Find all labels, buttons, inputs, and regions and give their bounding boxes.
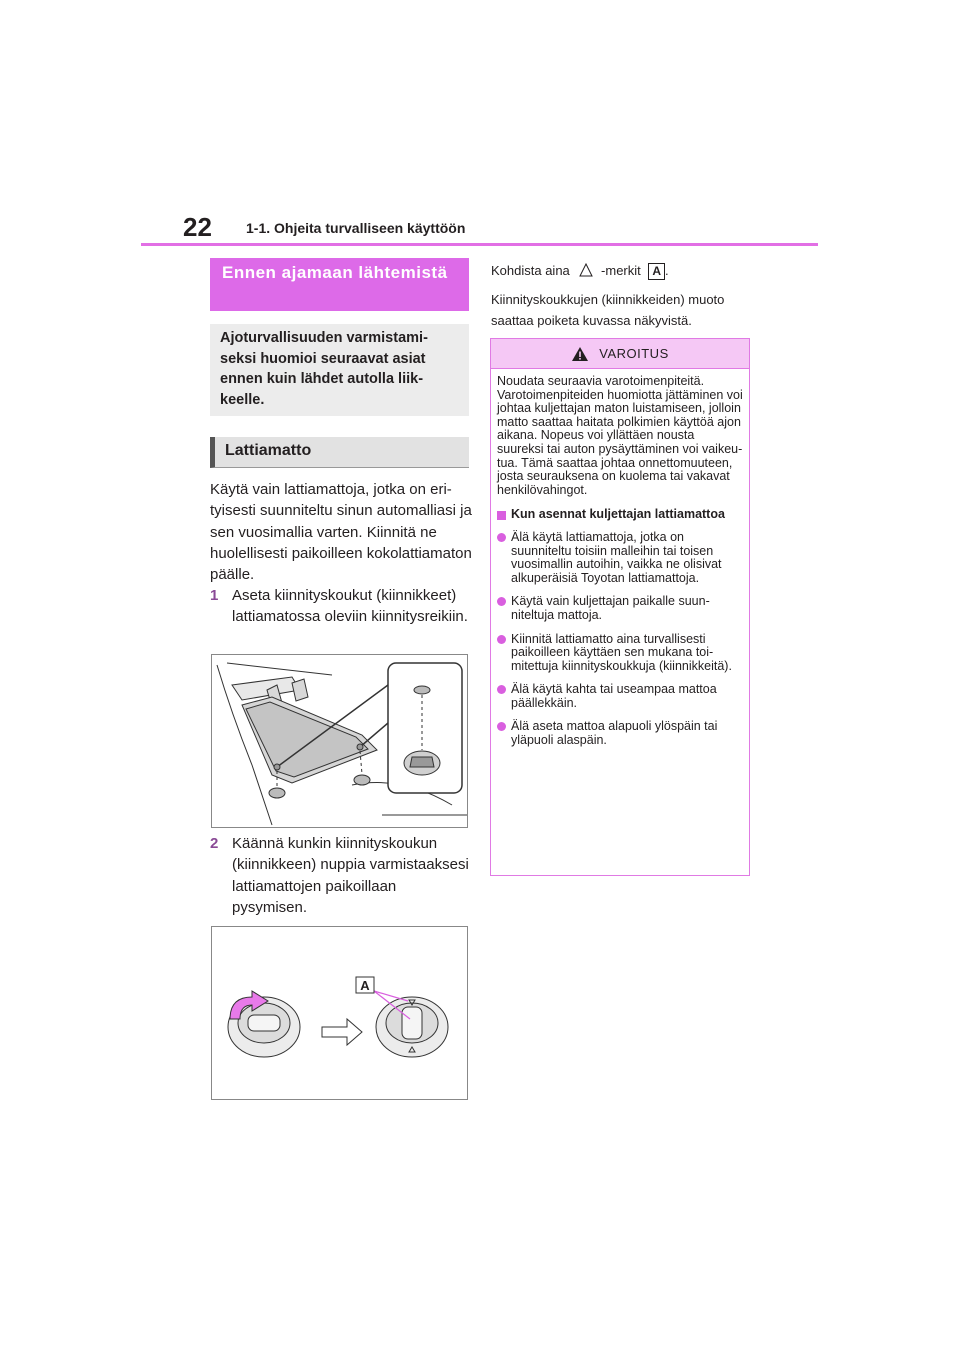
floor-mat-illustration bbox=[212, 655, 467, 827]
square-bullet-icon bbox=[497, 511, 506, 520]
subsection-heading: Lattiamatto bbox=[210, 437, 469, 468]
align-end: . bbox=[665, 263, 669, 278]
warning-subheading-text: Kun asennat kuljettajan lattiamattoa bbox=[511, 507, 725, 522]
floor-mat-paragraph: Käytä vain lattiamattoja, jotka on erityisesti suunniteltu sinun automalliasi ja sen vuosimallia varten. Kiinnitä ne huolellisesti paikoilleen kokolattiamaton päälle. bbox=[210, 481, 472, 584]
step-1 bbox=[210, 585, 472, 628]
list-item-text: Käytä vain kuljettajan paikalle suunniteltuja mattoja. bbox=[511, 594, 710, 622]
knob-rotation-figure bbox=[211, 926, 468, 1100]
list-item-text: Kiinnitä lattiamatto aina turvallisesti paikoilleen käyttäen sen mukana toimitettuja kiinnityskoukkuja (kiinnikkeitä). bbox=[511, 631, 732, 673]
step-2 bbox=[210, 833, 472, 918]
page-number: 22 bbox=[183, 212, 212, 242]
bullet-icon bbox=[497, 685, 506, 694]
list-item bbox=[497, 595, 743, 622]
warning-box bbox=[490, 338, 750, 876]
step-text: Käännä kunkin kiinnityskoukun (kiinnikkeen) nuppia varmistaaksesi lattiamattojen paikoillaan pysymisen. bbox=[232, 835, 469, 916]
step-text: Aseta kiinnityskoukut (kiinnikkeet) lattiamatossa oleviin kiinnitysreikiin. bbox=[232, 587, 468, 626]
list-item-text: Älä käytä lattiamattoja, jotka on suunniteltu toisiin malleihin tai toisen vuosimallin autoihin, vaikka ne olisivat alkuperäisiä Toyotan lattiamattoja. bbox=[511, 529, 722, 585]
list-item bbox=[497, 633, 743, 674]
warning-icon bbox=[571, 346, 589, 362]
align-text-after: -merkit bbox=[601, 263, 641, 278]
list-item-text: Älä aseta mattoa alapuoli ylöspäin tai yläpuoli alaspäin. bbox=[511, 719, 718, 748]
list-item bbox=[497, 531, 743, 585]
list-item bbox=[497, 720, 743, 747]
triangle-mark-icon bbox=[579, 263, 593, 277]
section-heading: Ennen ajamaan lähtemistä bbox=[210, 258, 469, 311]
shape-note: Kiinnityskoukkujen (kiinnikkeiden) muoto saattaa poiketa kuvassa näkyvistä. bbox=[491, 292, 725, 328]
warning-title: VAROITUS bbox=[599, 346, 669, 361]
list-item-text: Älä käytä kahta tai useampaa mattoa päällekkäin. bbox=[511, 682, 717, 710]
label-a-box: A bbox=[648, 263, 665, 280]
header-divider bbox=[141, 243, 818, 246]
warning-subheading bbox=[497, 508, 743, 522]
warning-body bbox=[491, 369, 749, 748]
floor-mat-figure bbox=[211, 654, 468, 828]
align-text-before: Kohdista aina bbox=[491, 263, 570, 278]
list-item bbox=[497, 683, 743, 710]
label-a: A bbox=[360, 978, 370, 993]
bullet-icon bbox=[497, 635, 506, 644]
step-number: 1 bbox=[210, 587, 219, 604]
bullet-icon bbox=[497, 722, 506, 731]
knob-illustration bbox=[212, 927, 467, 1099]
intro-box: Ajoturvallisuuden varmistamiseksi huomioi seuraavat asiat ennen kuin lähdet autolla liikkeelle. bbox=[210, 324, 469, 416]
chapter-title: 1-1. Ohjeita turvalliseen käyttöön bbox=[246, 220, 466, 236]
warning-intro: Noudata seuraavia varotoimenpiteitä. Varotoimenpiteiden huomiotta jättäminen voi johtaa kuljettajan maton luistamiseen, jolloin matto saattaa haitata polkimien käyttöä ajon aikana. Nopeus voi yllättäen nousta suureksi tai auton pysäyttäminen voi vaikeutua. Tämä saattaa johtaa onnettomuuteen, josta seurauksena on kuolema tai vakavat henkilövahingot. bbox=[497, 374, 743, 497]
bullet-icon bbox=[497, 597, 506, 606]
align-instruction bbox=[491, 260, 669, 281]
bullet-icon bbox=[497, 533, 506, 542]
step-number: 2 bbox=[210, 835, 219, 852]
warning-header bbox=[491, 339, 749, 369]
